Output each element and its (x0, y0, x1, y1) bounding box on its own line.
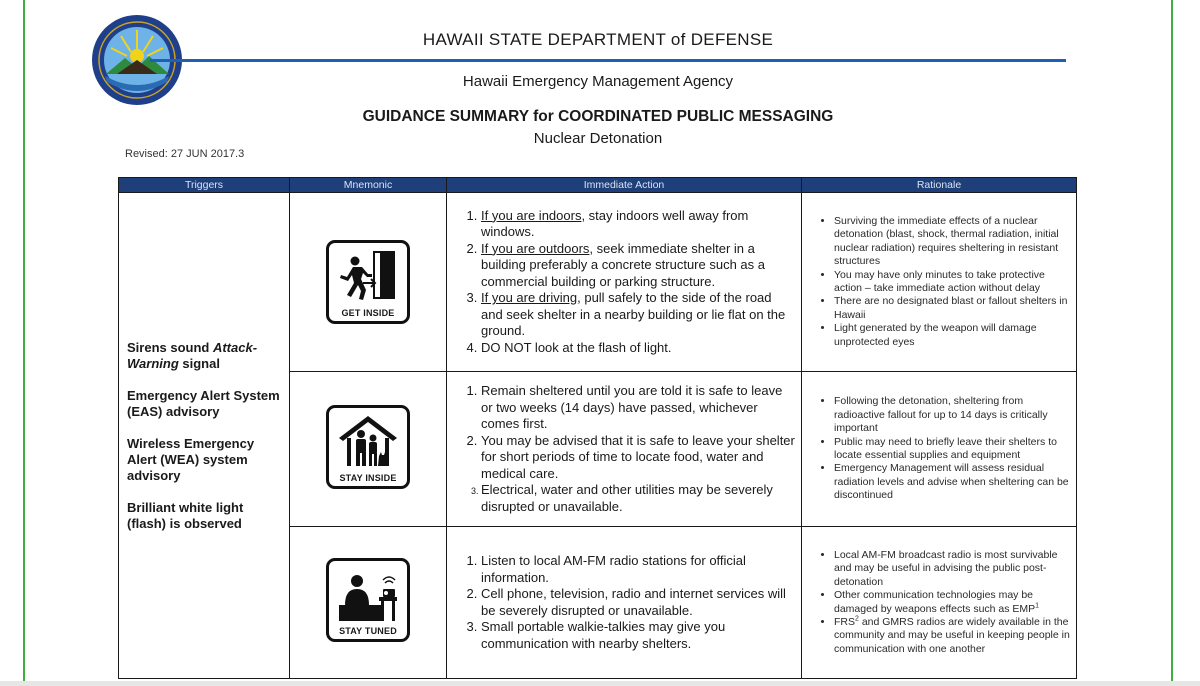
triggers-cell (119, 193, 290, 679)
guidance-table (118, 177, 1077, 679)
trigger-sirens-text-c: signal (178, 355, 220, 371)
stay-tuned-badge (326, 558, 410, 642)
family-in-house-icon (335, 412, 401, 474)
get-inside-badge (326, 240, 410, 324)
rationale-list (802, 215, 1076, 349)
action-item (481, 208, 795, 241)
column-header-mnemonic: Mnemonic (290, 178, 447, 193)
trigger-wea: Wireless Emergency Alert (WEA) system advisory (127, 435, 255, 483)
action-emphasis: If you are indoors (481, 207, 582, 223)
rationale-cell (802, 527, 1077, 679)
rationale-cell (802, 193, 1077, 372)
action-item: 2. You may be advised that it is safe to leave your shelter for short periods of time to locate food, water and medical care. (481, 433, 795, 483)
footnote-marker: 1 (1035, 602, 1040, 609)
mnemonic-cell (290, 193, 447, 372)
rationale-item (834, 616, 1070, 656)
frame-border-left (23, 0, 25, 686)
rationale-item: • Following the detonation, sheltering from radioactive fallout for up to 14 days is critically important (834, 395, 1070, 435)
action-text: , stay indoors well away from windows. (481, 207, 749, 240)
trigger-sirens (127, 340, 281, 372)
rationale-text: FRS (834, 615, 855, 628)
rationale-list (802, 549, 1076, 656)
trigger-sirens-emphasis: Attack-Warning (127, 339, 258, 371)
footnote-marker: 2 (855, 615, 859, 623)
action-list (447, 553, 801, 652)
rationale-item: • Surviving the immediate effects of a nuclear detonation (blast, shock, thermal radiation, initial nuclear radiation) requires sheltering in resistant structures (834, 215, 1070, 269)
action-text: , seek immediate shelter in a building preferably a concrete structure such as a commercial building or parking structure. (481, 240, 765, 289)
mnemonic-label-get-inside: GET INSIDE (341, 307, 395, 318)
rationale-item: • There are no designated blast or fallout shelters in Hawaii (834, 295, 1070, 322)
rationale-text: Other communication technologies may be damaged by weapons effects such as EMP (834, 589, 1036, 615)
stay-inside-badge (326, 405, 410, 489)
rationale-cell (802, 372, 1077, 527)
action-emphasis: If you are outdoors (481, 240, 590, 256)
document-subtitle: Nuclear Detonation (533, 130, 663, 147)
immediate-action-cell (447, 527, 802, 679)
mnemonic-label-stay-tuned: STAY TUNED (339, 626, 397, 636)
rationale-text: and GMRS radios are widely available in the community and may be useful in keeping people in communication with one another (834, 615, 1070, 655)
action-item: 1. Remain sheltered until you are told it is safe to leave or two weeks (14 days) have passed, whichever comes first. (481, 383, 795, 433)
action-item (481, 241, 795, 291)
rationale-item (834, 549, 1070, 589)
rationale-item: • Light generated by the weapon will damage unprotected eyes (834, 322, 1070, 349)
action-item: 3. Electrical, water and other utilities may be severely disrupted or unavailable. (481, 482, 795, 515)
mnemonic-label-stay-inside: STAY INSIDE (339, 472, 397, 483)
frame-border-bottom (0, 681, 1200, 686)
header-rule (150, 59, 1066, 62)
immediate-action-cell (447, 193, 802, 372)
action-text: DO NOT look at the flash of light. (481, 339, 672, 355)
rationale-list (802, 395, 1076, 502)
frame-border-right (1171, 0, 1173, 686)
action-list (447, 208, 801, 357)
action-list (447, 383, 801, 515)
trigger-eas: Emergency Alert System (EAS) advisory (127, 387, 280, 419)
mnemonic-cell (290, 372, 447, 527)
running-person-door-icon (335, 247, 401, 309)
revision-date: Revised: 27 JUN 2017.3 (125, 148, 245, 160)
immediate-action-cell (447, 372, 802, 527)
mnemonic-cell (290, 527, 447, 679)
action-item: 1. Listen to local AM-FM radio stations for official information. (481, 553, 795, 586)
action-emphasis: If you are driving (481, 290, 578, 306)
rationale-item: • Emergency Management will assess residual radiation levels and advise when sheltering can be discontinued (834, 462, 1070, 502)
agency-name: Hawaii Emergency Management Agency (462, 73, 734, 90)
trigger-flash: Brilliant white light (flash) is observed (127, 499, 244, 531)
action-item (481, 340, 795, 357)
action-item (481, 290, 795, 340)
column-header-triggers: Triggers (119, 178, 290, 193)
person-listening-radio-icon (335, 565, 401, 627)
action-text: , pull safely to the side of the road and seek shelter in a nearby building or lie flat on the ground. (481, 290, 786, 339)
rationale-item: • You may have only minutes to take protective action – take immediate action without delay (834, 269, 1070, 296)
department-name: HAWAII STATE DEPARTMENT of DEFENSE (422, 30, 774, 49)
rationale-text: Local AM-FM broadcast radio is most survivable and may be useful in advising the public post-detonation (834, 548, 1058, 588)
action-item: 3. Small portable walkie-talkies may give you communication with nearby shelters. (481, 619, 795, 652)
column-header-rationale: Rationale (802, 178, 1077, 193)
rationale-item (834, 589, 1070, 616)
action-item: 2. Cell phone, television, radio and internet services will be severely disrupted or unavailable. (481, 586, 795, 619)
document-title: GUIDANCE SUMMARY for COORDINATED PUBLIC MESSAGING (362, 108, 834, 125)
column-header-immediate-action: Immediate Action (447, 178, 802, 193)
trigger-sirens-text-a: Sirens sound (127, 339, 213, 355)
table-row (119, 193, 1077, 372)
table-header-row (119, 178, 1077, 193)
rationale-item: • Public may need to briefly leave their shelters to locate essential supplies and equipment (834, 436, 1070, 463)
